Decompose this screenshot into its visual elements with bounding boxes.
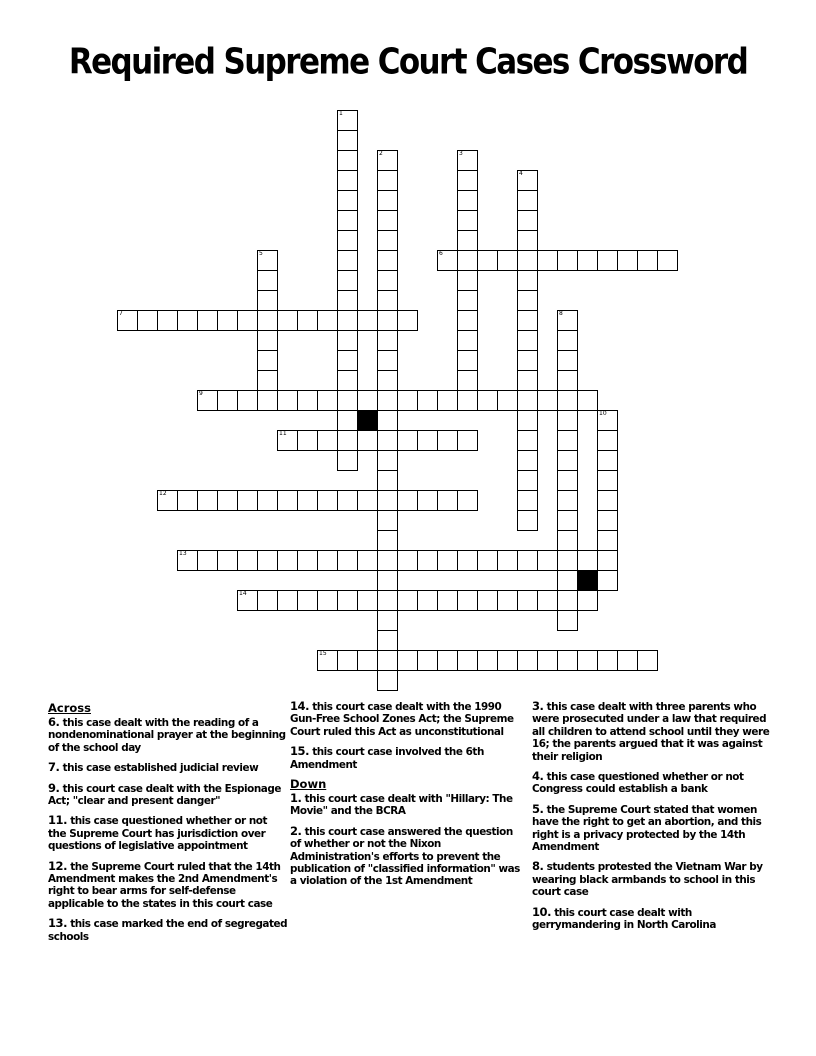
crossword-cell[interactable] bbox=[537, 650, 558, 671]
crossword-cell[interactable] bbox=[457, 250, 478, 271]
crossword-cell[interactable] bbox=[297, 430, 318, 451]
crossword-cell[interactable] bbox=[377, 630, 398, 651]
crossword-cell[interactable] bbox=[437, 390, 458, 411]
crossword-cell[interactable] bbox=[297, 550, 318, 571]
clue-number: 6 bbox=[439, 250, 443, 257]
crossword-cell[interactable] bbox=[457, 390, 478, 411]
crossword-cell[interactable] bbox=[417, 430, 438, 451]
black-square bbox=[578, 571, 597, 590]
crossword-cell[interactable] bbox=[257, 390, 278, 411]
crossword-cell[interactable] bbox=[157, 490, 178, 511]
crossword-cell[interactable] bbox=[437, 430, 458, 451]
crossword-cell[interactable] bbox=[417, 650, 438, 671]
crossword-cell[interactable] bbox=[617, 250, 638, 271]
crossword-cell[interactable] bbox=[557, 330, 578, 351]
crossword-cell[interactable] bbox=[557, 510, 578, 531]
crossword-cell[interactable] bbox=[337, 150, 358, 171]
clue-across-13: 13. this case marked the end of segregated schools bbox=[48, 916, 288, 943]
crossword-cell[interactable] bbox=[557, 410, 578, 431]
crossword-cell[interactable] bbox=[277, 550, 298, 571]
crossword-cell[interactable] bbox=[477, 650, 498, 671]
crossword-cell[interactable] bbox=[377, 210, 398, 231]
clue-across-9: 9. this court case dealt with the Espionage Act; "clear and present danger" bbox=[48, 780, 281, 808]
crossword-cell[interactable] bbox=[517, 210, 538, 231]
crossword-cell[interactable] bbox=[617, 650, 638, 671]
crossword-cell[interactable] bbox=[397, 310, 418, 331]
crossword-cell[interactable] bbox=[517, 430, 538, 451]
crossword-cell[interactable] bbox=[337, 250, 358, 271]
clue-number: 14 bbox=[239, 590, 247, 597]
crossword-cell[interactable] bbox=[397, 550, 418, 571]
crossword-cell[interactable] bbox=[557, 430, 578, 451]
crossword-cell[interactable] bbox=[517, 230, 538, 251]
crossword-cell[interactable] bbox=[377, 510, 398, 531]
crossword-cell[interactable] bbox=[217, 390, 238, 411]
crossword-cell[interactable] bbox=[317, 310, 338, 331]
crossword-cell[interactable] bbox=[377, 610, 398, 631]
crossword-cell[interactable] bbox=[337, 130, 358, 151]
crossword-cell[interactable] bbox=[437, 250, 458, 271]
crossword-cell[interactable] bbox=[337, 410, 358, 431]
crossword-cell[interactable] bbox=[337, 370, 358, 391]
crossword-cell[interactable] bbox=[377, 190, 398, 211]
crossword-cell[interactable] bbox=[337, 230, 358, 251]
crossword-cell[interactable] bbox=[257, 590, 278, 611]
clue-down-1: 1. this court case dealt with "Hillary: The Movie" and the BCRA bbox=[290, 791, 513, 818]
crossword-cell[interactable] bbox=[177, 490, 198, 511]
crossword-cell[interactable] bbox=[357, 430, 378, 451]
crossword-cell[interactable] bbox=[277, 490, 298, 511]
crossword-cell[interactable] bbox=[597, 410, 618, 431]
clue-number: 12 bbox=[159, 490, 167, 497]
crossword-cell[interactable] bbox=[597, 490, 618, 511]
crossword-cell[interactable] bbox=[337, 330, 358, 351]
crossword-cell[interactable] bbox=[457, 150, 478, 171]
crossword-cell[interactable] bbox=[557, 350, 578, 371]
clue-column-3 bbox=[532, 700, 772, 939]
crossword-cell[interactable] bbox=[337, 270, 358, 291]
crossword-cell[interactable] bbox=[297, 490, 318, 511]
crossword-cell[interactable] bbox=[557, 390, 578, 411]
clue-down-4: 4. this case questioned whether or not Congress could establish a bank bbox=[532, 769, 744, 796]
clue-down-5: 5. the Supreme Court stated that women have the right to get an abortion, and this right is a privacy protected by the 14th Amendment bbox=[532, 801, 762, 854]
down-header: Down bbox=[290, 777, 327, 792]
crossword-cell[interactable] bbox=[377, 390, 398, 411]
crossword-cell[interactable] bbox=[357, 590, 378, 611]
crossword-cell[interactable] bbox=[257, 370, 278, 391]
crossword-cell[interactable] bbox=[337, 390, 358, 411]
crossword-cell[interactable] bbox=[397, 430, 418, 451]
clue-across-11: 11. this case questioned whether or not the Supreme Court has jurisdiction over questions of legislative appointment bbox=[48, 813, 268, 853]
clue-down-2: 2. this court case answered the question of whether or not the Nixon Administration's efforts to prevent the publication of "classified information" was a violation of the 1st Amendment bbox=[290, 823, 520, 888]
crossword-cell[interactable] bbox=[497, 250, 518, 271]
crossword-cell[interactable] bbox=[397, 650, 418, 671]
crossword-cell[interactable] bbox=[117, 310, 138, 331]
crossword-cell[interactable] bbox=[457, 370, 478, 391]
crossword-cell[interactable] bbox=[497, 650, 518, 671]
crossword-cell[interactable] bbox=[297, 390, 318, 411]
crossword-cell[interactable] bbox=[377, 570, 398, 591]
crossword-cell[interactable] bbox=[457, 190, 478, 211]
crossword-cell[interactable] bbox=[197, 390, 218, 411]
crossword-cell[interactable] bbox=[237, 550, 258, 571]
crossword-cell[interactable] bbox=[557, 610, 578, 631]
crossword-cell[interactable] bbox=[557, 570, 578, 591]
crossword-cell[interactable] bbox=[497, 390, 518, 411]
crossword-cell[interactable] bbox=[457, 270, 478, 291]
crossword-cell[interactable] bbox=[317, 550, 338, 571]
crossword-cell[interactable] bbox=[237, 490, 258, 511]
clue-across-6: 6. this case dealt with the reading of a nondenominational prayer at the beginning of the school day bbox=[48, 715, 286, 754]
crossword-cell[interactable] bbox=[517, 350, 538, 371]
crossword-cell[interactable] bbox=[377, 530, 398, 551]
crossword-cell[interactable] bbox=[417, 550, 438, 571]
crossword-cell[interactable] bbox=[557, 550, 578, 571]
clue-number: 9 bbox=[199, 390, 203, 397]
crossword-cell[interactable] bbox=[477, 550, 498, 571]
crossword-cell[interactable] bbox=[557, 450, 578, 471]
crossword-cell[interactable] bbox=[377, 370, 398, 391]
crossword-cell[interactable] bbox=[457, 650, 478, 671]
crossword-cell[interactable] bbox=[417, 390, 438, 411]
crossword-cell[interactable] bbox=[377, 290, 398, 311]
crossword-cell[interactable] bbox=[437, 550, 458, 571]
crossword-cell[interactable] bbox=[177, 310, 198, 331]
crossword-cell[interactable] bbox=[577, 590, 598, 611]
crossword-cell[interactable] bbox=[257, 490, 278, 511]
crossword-cell[interactable] bbox=[377, 410, 398, 431]
crossword-cell[interactable] bbox=[277, 390, 298, 411]
crossword-cell[interactable] bbox=[537, 390, 558, 411]
crossword-cell[interactable] bbox=[457, 290, 478, 311]
crossword-cell[interactable] bbox=[337, 290, 358, 311]
crossword-cell[interactable] bbox=[357, 390, 378, 411]
crossword-cell[interactable] bbox=[357, 310, 378, 331]
crossword-cell[interactable] bbox=[457, 350, 478, 371]
crossword-cell[interactable] bbox=[337, 650, 358, 671]
crossword-cell[interactable] bbox=[557, 530, 578, 551]
crossword-cell[interactable] bbox=[397, 390, 418, 411]
crossword-cell[interactable] bbox=[377, 310, 398, 331]
crossword-cell[interactable] bbox=[637, 650, 658, 671]
crossword-cell[interactable] bbox=[377, 230, 398, 251]
clue-across-15: 15. this court case involved the 6th Amendment bbox=[290, 744, 484, 771]
crossword-cell[interactable] bbox=[477, 250, 498, 271]
crossword-cell[interactable] bbox=[537, 250, 558, 271]
crossword-cell[interactable] bbox=[517, 190, 538, 211]
crossword-cell[interactable] bbox=[517, 390, 538, 411]
crossword-cell[interactable] bbox=[597, 510, 618, 531]
clue-column-2 bbox=[290, 700, 520, 895]
crossword-cell[interactable] bbox=[577, 390, 598, 411]
crossword-cell[interactable] bbox=[457, 490, 478, 511]
crossword-cell[interactable] bbox=[237, 390, 258, 411]
clue-down-8: 8. students protested the Vietnam War by wearing black armbands to school in this court case bbox=[532, 859, 763, 899]
page-title: Required Supreme Court Cases Crossword bbox=[68, 41, 748, 83]
crossword-cell[interactable] bbox=[517, 510, 538, 531]
crossword-cell[interactable] bbox=[317, 650, 338, 671]
crossword-cell[interactable] bbox=[337, 590, 358, 611]
crossword-cell[interactable] bbox=[557, 470, 578, 491]
crossword-cell[interactable] bbox=[597, 430, 618, 451]
black-square bbox=[358, 411, 377, 430]
crossword-cell[interactable] bbox=[217, 550, 238, 571]
clue-down-10: 10. this court case dealt with gerrymandering in North Carolina bbox=[532, 904, 716, 932]
crossword-cell[interactable] bbox=[457, 550, 478, 571]
crossword-cell[interactable] bbox=[377, 590, 398, 611]
crossword-cell[interactable] bbox=[557, 370, 578, 391]
crossword-cell[interactable] bbox=[517, 170, 538, 191]
crossword-cell[interactable] bbox=[537, 550, 558, 571]
crossword-cell[interactable] bbox=[657, 250, 678, 271]
clue-across-14: 14. this court case dealt with the 1990 Gun-Free School Zones Act; the Supreme Court ruled this Act as unconstitutional bbox=[290, 699, 514, 738]
crossword-cell[interactable] bbox=[257, 350, 278, 371]
crossword-cell[interactable] bbox=[517, 330, 538, 351]
crossword-cell[interactable] bbox=[557, 650, 578, 671]
crossword-cell[interactable] bbox=[457, 430, 478, 451]
crossword-cell[interactable] bbox=[457, 210, 478, 231]
crossword-cell[interactable] bbox=[317, 430, 338, 451]
crossword-cell[interactable] bbox=[517, 310, 538, 331]
crossword-cell[interactable] bbox=[377, 170, 398, 191]
crossword-cell[interactable] bbox=[517, 490, 538, 511]
crossword-cell[interactable] bbox=[557, 490, 578, 511]
clue-number: 15 bbox=[319, 650, 327, 657]
crossword-cell[interactable] bbox=[337, 210, 358, 231]
clue-number: 8 bbox=[559, 310, 563, 317]
crossword-cell[interactable] bbox=[277, 430, 298, 451]
clue-across-12: 12. the Supreme Court ruled that the 14th Amendment makes the 2nd Amendment's right to bear arms for self-defense applicable to the states in this court case bbox=[48, 858, 281, 910]
crossword-cell[interactable] bbox=[257, 330, 278, 351]
crossword-cell[interactable] bbox=[517, 370, 538, 391]
crossword-cell[interactable] bbox=[297, 310, 318, 331]
crossword-cell[interactable] bbox=[377, 430, 398, 451]
crossword-cell[interactable] bbox=[357, 650, 378, 671]
crossword-cell[interactable] bbox=[597, 250, 618, 271]
crossword-cell[interactable] bbox=[517, 270, 538, 291]
crossword-cell[interactable] bbox=[517, 650, 538, 671]
crossword-cell[interactable] bbox=[377, 450, 398, 471]
crossword-cell[interactable] bbox=[437, 490, 458, 511]
crossword-cell[interactable] bbox=[497, 550, 518, 571]
crossword-cell[interactable] bbox=[357, 490, 378, 511]
crossword-cell[interactable] bbox=[337, 110, 358, 131]
crossword-cell[interactable] bbox=[517, 450, 538, 471]
crossword-cell[interactable] bbox=[157, 310, 178, 331]
crossword-cell[interactable] bbox=[217, 310, 238, 331]
crossword-cell[interactable] bbox=[577, 650, 598, 671]
crossword-cell[interactable] bbox=[337, 550, 358, 571]
crossword-cell[interactable] bbox=[597, 530, 618, 551]
crossword-cell[interactable] bbox=[517, 250, 538, 271]
crossword-cell[interactable] bbox=[257, 270, 278, 291]
crossword-cell[interactable] bbox=[277, 590, 298, 611]
crossword-cell[interactable] bbox=[417, 490, 438, 511]
crossword-cell[interactable] bbox=[397, 590, 418, 611]
crossword-cell[interactable] bbox=[597, 450, 618, 471]
crossword-cell[interactable] bbox=[377, 470, 398, 491]
crossword-cell[interactable] bbox=[597, 470, 618, 491]
crossword-cell[interactable] bbox=[377, 670, 398, 691]
crossword-cell[interactable] bbox=[457, 310, 478, 331]
crossword-cell[interactable] bbox=[477, 390, 498, 411]
crossword-cell[interactable] bbox=[437, 590, 458, 611]
clue-number: 3 bbox=[459, 150, 463, 157]
crossword-cell[interactable] bbox=[377, 550, 398, 571]
crossword-cell[interactable] bbox=[237, 310, 258, 331]
crossword-cell[interactable] bbox=[437, 650, 458, 671]
crossword-cell[interactable] bbox=[377, 490, 398, 511]
crossword-cell[interactable] bbox=[597, 570, 618, 591]
crossword-cell[interactable] bbox=[277, 310, 298, 331]
crossword-cell[interactable] bbox=[317, 590, 338, 611]
crossword-cell[interactable] bbox=[397, 490, 418, 511]
crossword-cell[interactable] bbox=[257, 290, 278, 311]
crossword-cell[interactable] bbox=[337, 190, 358, 211]
crossword-cell[interactable] bbox=[497, 590, 518, 611]
crossword-cell[interactable] bbox=[597, 650, 618, 671]
crossword-cell[interactable] bbox=[517, 590, 538, 611]
crossword-cell[interactable] bbox=[337, 350, 358, 371]
crossword-cell[interactable] bbox=[377, 350, 398, 371]
crossword-cell[interactable] bbox=[577, 250, 598, 271]
crossword-cell[interactable] bbox=[637, 250, 658, 271]
crossword-cell[interactable] bbox=[337, 430, 358, 451]
crossword-cell[interactable] bbox=[257, 550, 278, 571]
crossword-cell[interactable] bbox=[177, 550, 198, 571]
crossword-cell[interactable] bbox=[517, 410, 538, 431]
crossword-cell[interactable] bbox=[257, 250, 278, 271]
crossword-cell[interactable] bbox=[377, 250, 398, 271]
clue-number: 1 bbox=[339, 110, 343, 117]
crossword-cell[interactable] bbox=[257, 310, 278, 331]
crossword-cell[interactable] bbox=[317, 490, 338, 511]
crossword-cell[interactable] bbox=[457, 330, 478, 351]
crossword-cell[interactable] bbox=[557, 310, 578, 331]
crossword-cell[interactable] bbox=[457, 170, 478, 191]
crossword-cell[interactable] bbox=[337, 490, 358, 511]
crossword-cell[interactable] bbox=[517, 550, 538, 571]
crossword-cell[interactable] bbox=[377, 330, 398, 351]
clue-number: 11 bbox=[279, 430, 287, 437]
crossword-cell[interactable] bbox=[417, 590, 438, 611]
crossword-cell[interactable] bbox=[197, 310, 218, 331]
crossword-cell[interactable] bbox=[377, 270, 398, 291]
crossword-cell[interactable] bbox=[557, 590, 578, 611]
clue-across-7: 7. this case established judicial review bbox=[48, 760, 259, 775]
across-header: Across bbox=[48, 701, 91, 715]
crossword-cell[interactable] bbox=[197, 490, 218, 511]
crossword-cell[interactable] bbox=[517, 470, 538, 491]
crossword-cell[interactable] bbox=[557, 250, 578, 271]
crossword-cell[interactable] bbox=[357, 550, 378, 571]
crossword-cell[interactable] bbox=[577, 550, 598, 571]
clue-number: 7 bbox=[119, 310, 123, 317]
crossword-cell[interactable] bbox=[137, 310, 158, 331]
clue-column-1 bbox=[48, 700, 288, 950]
crossword-cell[interactable] bbox=[197, 550, 218, 571]
crossword-cell[interactable] bbox=[517, 290, 538, 311]
crossword-cell[interactable] bbox=[297, 590, 318, 611]
clue-down-3: 3. this case dealt with three parents who were prosecuted under a law that required all children to attend school until they were 16; the parents argued that it was against their religion bbox=[532, 699, 770, 763]
clue-number: 2 bbox=[379, 150, 383, 157]
crossword-cell[interactable] bbox=[457, 230, 478, 251]
crossword-cell[interactable] bbox=[457, 590, 478, 611]
crossword-cell[interactable] bbox=[237, 590, 258, 611]
clue-number: 13 bbox=[179, 550, 187, 557]
clue-number: 4 bbox=[519, 170, 523, 177]
crossword-cell[interactable] bbox=[217, 490, 238, 511]
crossword-cell[interactable] bbox=[337, 310, 358, 331]
crossword-cell[interactable] bbox=[377, 650, 398, 671]
crossword-cell[interactable] bbox=[537, 590, 558, 611]
crossword-cell[interactable] bbox=[477, 590, 498, 611]
clue-number: 5 bbox=[259, 250, 263, 257]
crossword-cell[interactable] bbox=[337, 170, 358, 191]
crossword-cell[interactable] bbox=[377, 150, 398, 171]
crossword-cell[interactable] bbox=[317, 390, 338, 411]
crossword-cell[interactable] bbox=[597, 550, 618, 571]
clue-number: 10 bbox=[599, 410, 607, 417]
crossword-cell[interactable] bbox=[337, 450, 358, 471]
